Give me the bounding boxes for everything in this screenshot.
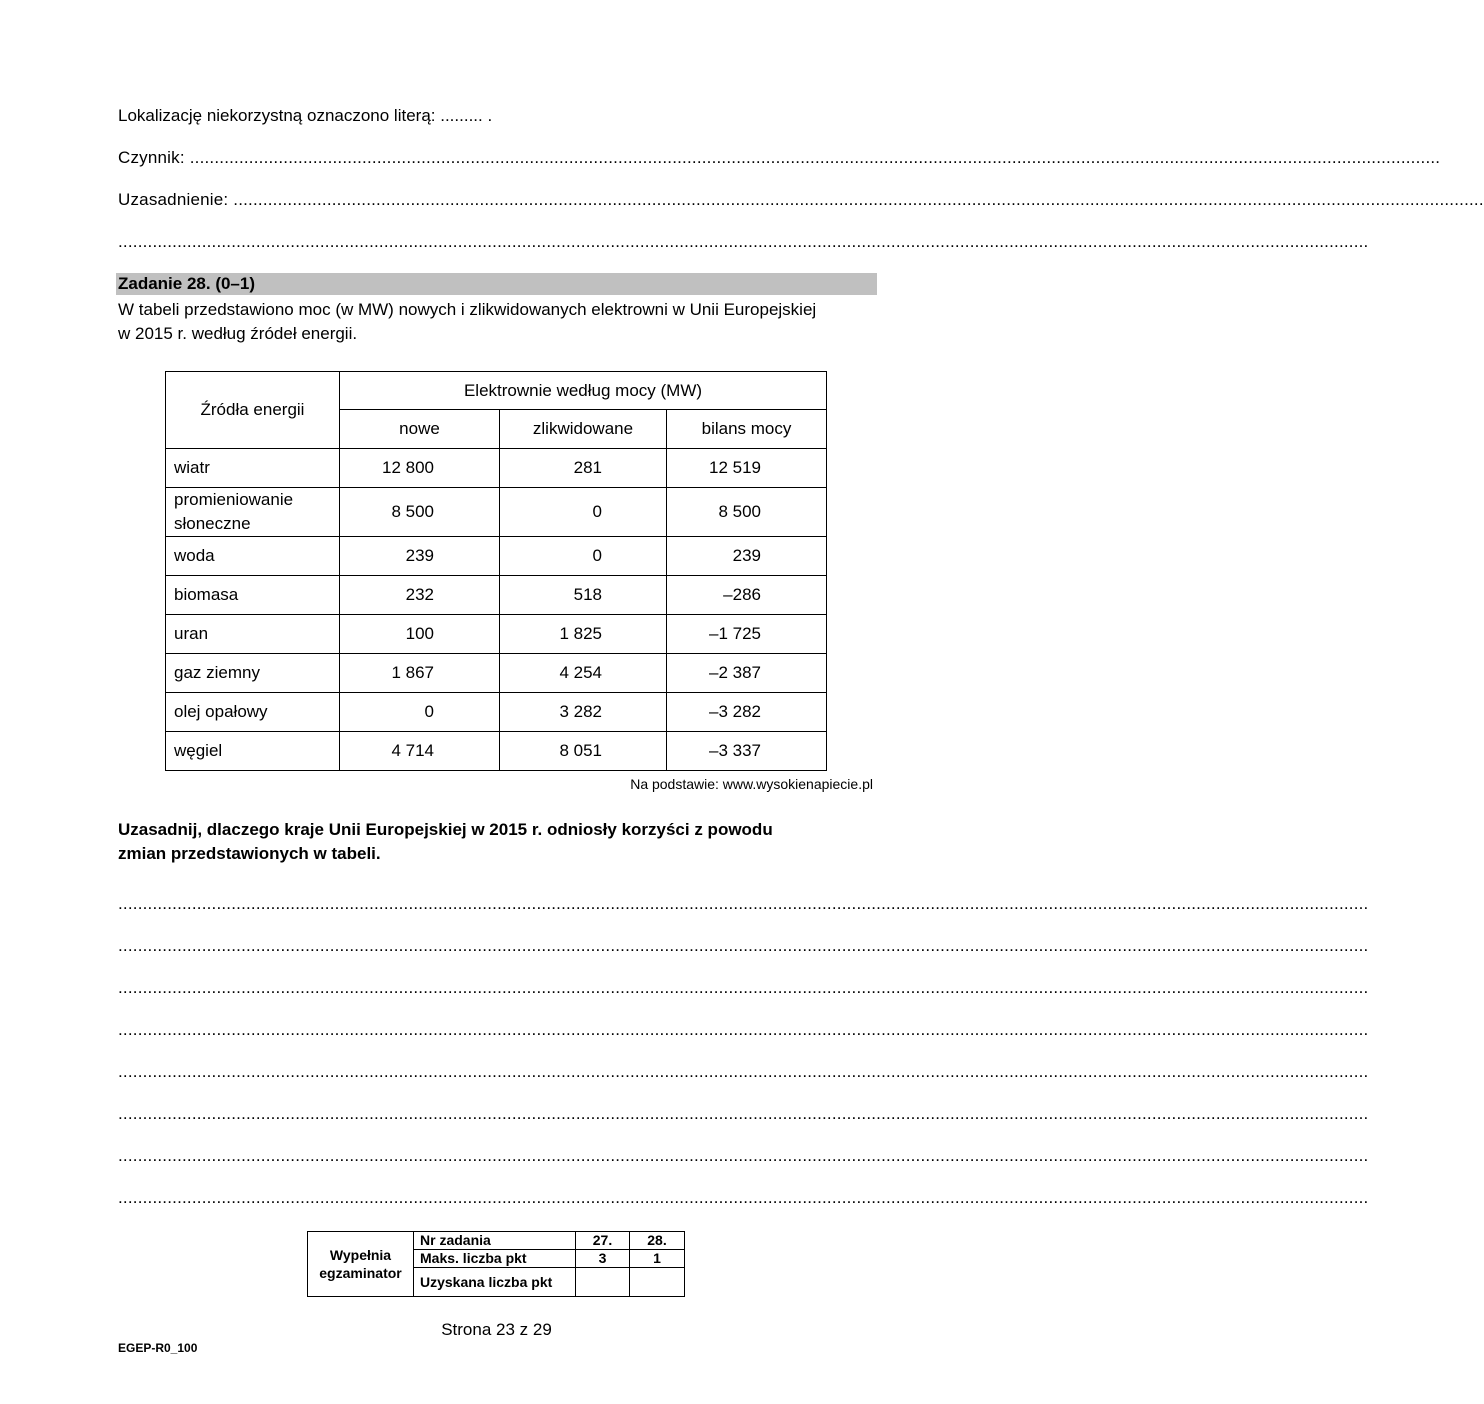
row-balance: –3 337 <box>667 732 827 771</box>
task-number: 27. <box>576 1232 630 1250</box>
justification-label: Uzasadnienie: <box>118 190 229 209</box>
row-balance: –3 282 <box>667 693 827 732</box>
answer-dots-line[interactable]: .............................................................................................................................................................................................................................................................. <box>118 936 1369 955</box>
row-closed: 0 <box>500 537 667 576</box>
location-answer-line: Lokalizację niekorzystną oznaczono literą: ......... . <box>118 106 493 125</box>
question-line: Uzasadnij, dlaczego kraje Unii Europejskiej w 2015 r. odniosły korzyści z powodu <box>118 820 773 839</box>
table-row <box>166 732 827 771</box>
row-source: uran <box>166 615 340 654</box>
row-closed: 0 <box>500 488 667 537</box>
task-intro-line: W tabeli przedstawiono moc (w MW) nowych i zlikwidowanych elektrowni w Unii Europejskiej <box>118 300 817 319</box>
filled-by-line: egzaminator <box>319 1265 402 1281</box>
table-row <box>166 449 827 488</box>
question-line: zmian przedstawionych w tabeli. <box>118 844 381 863</box>
answer-dots-line[interactable]: .............................................................................................................................................................................................................................................................. <box>118 1104 1369 1123</box>
row-new: 8 500 <box>340 488 500 537</box>
task-header: Zadanie 28. (0–1) <box>116 273 877 295</box>
max-points: 3 <box>576 1250 630 1268</box>
row-closed: 281 <box>500 449 667 488</box>
row-balance: –286 <box>667 576 827 615</box>
row-balance: 12 519 <box>667 449 827 488</box>
row-closed: 3 282 <box>500 693 667 732</box>
answer-dots-line[interactable]: .............................................................................................................................................................................................................................................................. <box>118 232 1369 251</box>
answer-dots-line[interactable]: .............................................................................................................................................................................................................................................................. <box>118 1146 1369 1165</box>
row-balance: –1 725 <box>667 615 827 654</box>
header-energy-sources: Źródła energii <box>166 372 340 449</box>
row-source: olej opałowy <box>166 693 340 732</box>
answer-dots-line[interactable]: .............................................................................................................................................................................................................................................................. <box>118 1188 1369 1207</box>
answer-dots-line[interactable]: .............................................................................................................................................................................................................................................................. <box>118 1020 1369 1039</box>
factor-label: Czynnik: <box>118 148 185 167</box>
table-row <box>166 693 827 732</box>
score-table <box>307 1231 685 1297</box>
header-balance: bilans mocy <box>667 410 827 449</box>
row-source: wiatr <box>166 449 340 488</box>
row-balance: 8 500 <box>667 488 827 537</box>
header-closed: zlikwidowane <box>500 410 667 449</box>
table-row <box>166 488 827 537</box>
row-source: woda <box>166 537 340 576</box>
obtained-points-cell[interactable] <box>630 1268 685 1297</box>
row-new: 4 714 <box>340 732 500 771</box>
row-source: gaz ziemny <box>166 654 340 693</box>
answer-dots-line[interactable]: .............................................................................................................................................................................................................................................................. <box>118 978 1369 997</box>
max-points-label: Maks. liczba pkt <box>414 1250 576 1268</box>
answer-dots-line[interactable]: .............................................................................................................................................................................................................................................................. <box>118 1062 1369 1081</box>
row-source: biomasa <box>166 576 340 615</box>
energy-table <box>165 371 827 771</box>
filled-by-line: Wypełnia <box>329 1247 392 1263</box>
table-row <box>166 615 827 654</box>
filled-by-examiner <box>308 1232 414 1297</box>
question-text <box>118 818 878 866</box>
page-number: Strona 23 z 29 <box>441 1320 552 1339</box>
row-source: promieniowanie słoneczne <box>166 488 340 537</box>
max-points: 1 <box>630 1250 685 1268</box>
source-note: Na podstawie: www.wysokienapiecie.pl <box>630 776 873 792</box>
task-number: 28. <box>630 1232 685 1250</box>
table-row <box>166 654 827 693</box>
task-intro <box>118 298 878 346</box>
row-closed: 4 254 <box>500 654 667 693</box>
justification-dots: .............................................................................................................................................................................................................................................................. <box>233 190 1484 209</box>
row-new: 0 <box>340 693 500 732</box>
exam-code: EGEP-R0_100 <box>118 1341 198 1355</box>
row-new: 1 867 <box>340 654 500 693</box>
task-intro-line: w 2015 r. według źródeł energii. <box>118 324 358 343</box>
row-new: 239 <box>340 537 500 576</box>
task-number-label: Nr zadania <box>414 1232 576 1250</box>
factor-dots: .............................................................................................................................................................................................................................................................. <box>189 148 1441 167</box>
row-closed: 8 051 <box>500 732 667 771</box>
table-row <box>166 537 827 576</box>
obtained-points-label: Uzyskana liczba pkt <box>414 1268 576 1297</box>
row-source: węgiel <box>166 732 340 771</box>
row-new: 232 <box>340 576 500 615</box>
row-closed: 1 825 <box>500 615 667 654</box>
row-balance: 239 <box>667 537 827 576</box>
header-new: nowe <box>340 410 500 449</box>
row-new: 12 800 <box>340 449 500 488</box>
row-new: 100 <box>340 615 500 654</box>
header-power-plants: Elektrownie według mocy (MW) <box>340 372 827 410</box>
row-closed: 518 <box>500 576 667 615</box>
obtained-points-cell[interactable] <box>576 1268 630 1297</box>
justification-answer-line[interactable] <box>118 190 1484 210</box>
row-balance: –2 387 <box>667 654 827 693</box>
answer-dots-line[interactable]: .............................................................................................................................................................................................................................................................. <box>118 894 1369 913</box>
table-row <box>166 576 827 615</box>
factor-answer-line[interactable] <box>118 148 1441 168</box>
